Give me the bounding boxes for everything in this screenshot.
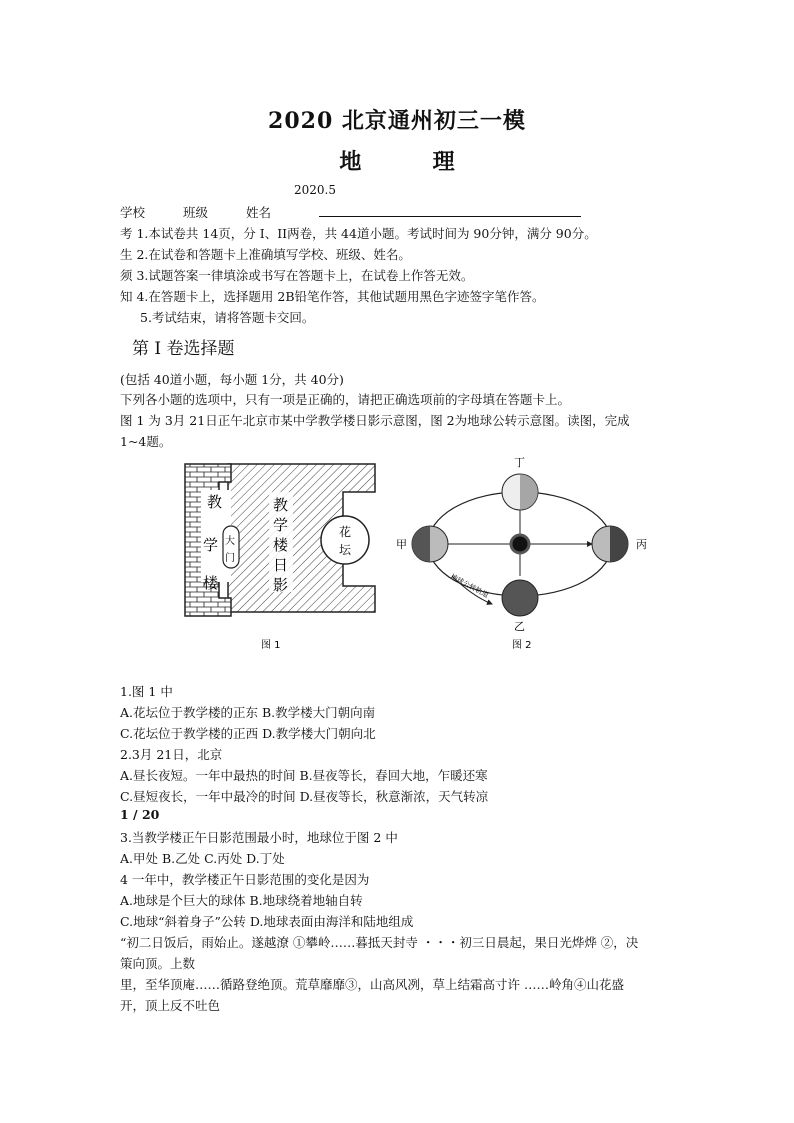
question-1-options-ab: A.花坛位于教学楼的正东 B.教学楼大门朝向南 xyxy=(120,705,376,720)
name-label: 姓名 xyxy=(245,205,271,220)
label-ding: 丁 xyxy=(514,456,525,469)
earth-position-yi xyxy=(502,580,538,616)
figure-1-caption: 图 1 xyxy=(261,640,281,651)
shadow-char-2: 学 xyxy=(273,516,289,534)
question-1-stem: 1.图 1 中 xyxy=(120,684,173,699)
question-2-stem: 2.3月 21日，北京 xyxy=(120,747,223,762)
sun xyxy=(511,535,529,553)
figure-1-shadow-diagram xyxy=(183,462,383,652)
school-label: 学校 xyxy=(120,205,146,220)
class-label: 班级 xyxy=(182,205,208,220)
label-bing: 丙 xyxy=(636,538,647,551)
student-info-line xyxy=(120,203,581,221)
shadow-char-3: 楼 xyxy=(273,536,289,554)
document-title: 2020 北京通州初三一模 xyxy=(268,108,526,134)
shadow-char-4: 日 xyxy=(273,556,289,574)
passage-line-3: 里，至华顶庵……循路登绝顶。荒草靡靡③，山高风冽，草上结霜高寸许 ……岭角④山花盛 xyxy=(120,977,624,992)
passage-line-2: 策向顶。上数 xyxy=(120,956,196,971)
section-description: 下列各小题的选项中，只有一项是正确的，请把正确选项前的字母填在答题卡上。 xyxy=(120,392,571,407)
page-number: 1 / 20 xyxy=(120,807,160,822)
question-2-options-ab: A.昼长夜短。一年中最热的时间 B.昼夜等长，春回大地，乍暖还寒 xyxy=(120,768,488,783)
section-title: 第 I 卷选择题 xyxy=(132,339,235,359)
instruction-1: 考 1.本试卷共 14页，分 I、II两卷，共 44道小题。考试时间为 90分钟，满分 90分。 xyxy=(120,226,597,241)
instruction-2: 生 2.在试卷和答题卡上准确填写学校、班级、姓名。 xyxy=(120,247,411,262)
instruction-3: 须 3.试题答案一律填涂或书写在答题卡上，在试卷上作答无效。 xyxy=(120,268,474,283)
exam-date: 2020.5 xyxy=(294,183,336,197)
figure-2-earth-orbit xyxy=(392,456,654,652)
question-3-options: A.甲处 B.乙处 C.丙处 D.丁处 xyxy=(120,851,285,866)
garden-char-2: 坛 xyxy=(339,543,352,557)
instruction-4: 知 4.在答题卡上，选择题用 2B铅笔作答，其他试题用黑色字迹签字笔作答。 xyxy=(120,289,545,304)
building-char-2: 学 xyxy=(203,536,219,554)
question-1-options-cd: C.花坛位于教学楼的正西 D.教学楼大门朝向北 xyxy=(120,726,376,741)
orbit-label: 地球公转轨道 xyxy=(449,572,490,600)
building-char-1: 教 xyxy=(207,493,223,511)
door-char-1: 大 xyxy=(225,536,235,547)
instruction-5: 5.考试结束，请将答题卡交回。 xyxy=(140,310,315,325)
name-blank xyxy=(319,206,581,217)
passage-line-4: 开，顶上反不吐色 xyxy=(120,998,221,1013)
subject-heading xyxy=(0,145,794,176)
question-3-stem: 3.当教学楼正午日影范围最小时，地球位于图 2 中 xyxy=(120,830,398,845)
figure-2-caption: 图 2 xyxy=(512,640,532,651)
shadow-char-5: 影 xyxy=(273,576,289,594)
label-yi: 乙 xyxy=(514,620,525,633)
question-4-options-cd: C.地球“斜着身子”公转 D.地球表面由海洋和陆地组成 xyxy=(120,914,414,929)
garden-char-1: 花 xyxy=(339,525,352,539)
subject-char-2: 理 xyxy=(432,149,455,175)
door-char-2: 门 xyxy=(225,553,235,564)
question-4-stem: 4 一年中，教学楼正午日影范围的变化是因为 xyxy=(120,872,370,887)
figure-intro-line-1: 图 1 为 3月 21日正午北京市某中学教学楼日影示意图，图 2为地球公转示意图。读图，完成 xyxy=(120,413,630,428)
subject-char-1: 地 xyxy=(339,149,362,175)
building-char-3: 楼 xyxy=(203,574,219,592)
label-jia: 甲 xyxy=(396,538,407,551)
shadow-char-1: 教 xyxy=(273,496,289,514)
section-note: (包括 40道小题，每小题 1分，共 40分) xyxy=(120,372,344,387)
figure-intro-line-2: 1~4题。 xyxy=(120,434,172,449)
passage-line-1: “初二日饭后，雨始止。遂越潦 ①攀岭……暮抵天封寺 ・・・初三日晨起，果日光烨烨 ②，决 xyxy=(120,935,639,950)
question-2-options-cd: C.昼短夜长，一年中最冷的时间 D.昼夜等长，秋意渐浓，天气转凉 xyxy=(120,789,489,804)
question-4-options-ab: A.地球是个巨大的球体 B.地球绕着地轴自转 xyxy=(120,893,363,908)
